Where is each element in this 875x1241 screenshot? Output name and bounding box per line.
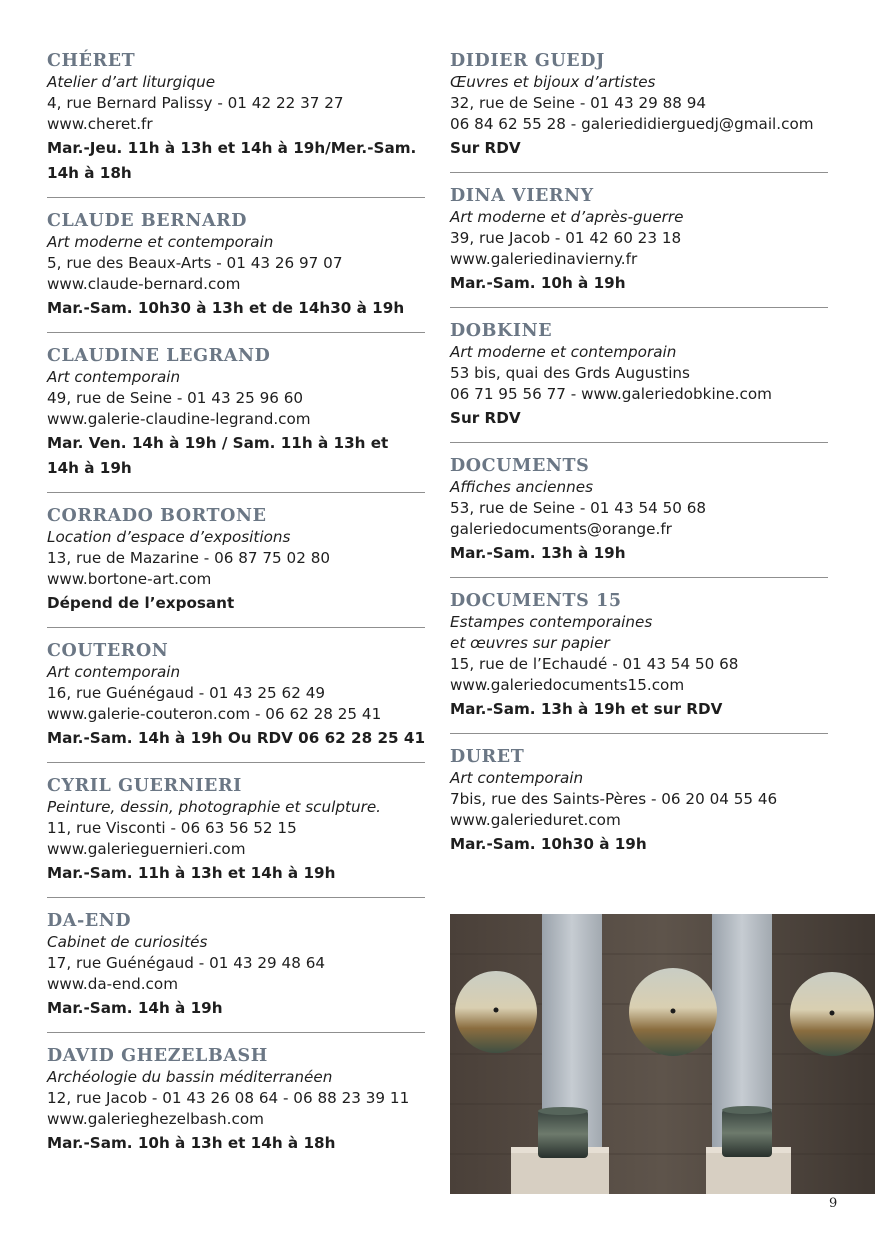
gallery-name: COUTERON xyxy=(47,641,169,661)
gallery-entry xyxy=(47,910,425,1033)
gallery-entry xyxy=(47,210,425,333)
gallery-specialty: Art moderne et d’après-guerre xyxy=(450,208,684,226)
gallery-address: 17, rue Guénégaud - 01 43 29 48 64 xyxy=(47,954,326,972)
gallery-hours: Mar.-Jeu. 11h à 13h et 14h à 19h/Mer.-Sam. 14h à 18h xyxy=(47,139,417,182)
gallery-hours: Sur RDV xyxy=(450,409,521,427)
gallery-name: DAVID GHEZELBASH xyxy=(47,1046,268,1066)
gallery-contact: galeriedocuments@orange.fr xyxy=(450,520,672,538)
gallery-specialty: Archéologie du bassin méditerranéen xyxy=(47,1068,333,1086)
gallery-name: CORRADO BORTONE xyxy=(47,506,267,526)
gallery-specialty: Art moderne et contemporain xyxy=(47,233,274,251)
gallery-entry xyxy=(47,775,425,898)
gallery-entry xyxy=(47,505,425,628)
gallery-hours: Dépend de l’exposant xyxy=(47,594,235,612)
gallery-specialty: Estampes contemporaines xyxy=(450,613,653,631)
gallery-name: DA-END xyxy=(47,911,132,931)
gallery-name: DURET xyxy=(450,747,525,767)
gallery-specialty: Peinture, dessin, photographie et sculpture. xyxy=(47,798,382,816)
gallery-name: CLAUDINE LEGRAND xyxy=(47,346,271,366)
gallery-name: DOCUMENTS 15 xyxy=(450,591,622,611)
gallery-contact: www.da-end.com xyxy=(47,975,178,993)
gallery-hours: Mar.-Sam. 10h à 19h xyxy=(450,274,626,292)
gallery-name: DOCUMENTS xyxy=(450,456,590,476)
gallery-contact: www.galerie-couteron.com - 06 62 28 25 41 xyxy=(47,705,382,723)
gallery-hours: Mar.-Sam. 13h à 19h xyxy=(450,544,626,562)
gallery-address: 4, rue Bernard Palissy - 01 42 22 37 27 xyxy=(47,94,344,112)
gallery-name: DOBKINE xyxy=(450,321,553,341)
gallery-specialty: Cabinet de curiosités xyxy=(47,933,208,951)
gallery-name: CYRIL GUERNIERI xyxy=(47,776,242,796)
gallery-hours: Mar.-Sam. 14h à 19h xyxy=(47,999,223,1017)
gallery-address: 53 bis, quai des Grds Augustins xyxy=(450,364,690,382)
gallery-contact: www.galerieguernieri.com xyxy=(47,840,246,858)
gallery-specialty: Art contemporain xyxy=(47,663,181,681)
gallery-contact: www.galerie-claudine-legrand.com xyxy=(47,410,311,428)
gallery-name: CLAUDE BERNARD xyxy=(47,211,248,231)
gallery-entry xyxy=(450,50,828,173)
gallery-name: DINA VIERNY xyxy=(450,186,594,206)
gallery-name: DIDIER GUEDJ xyxy=(450,51,605,71)
gallery-contact: www.bortone-art.com xyxy=(47,570,212,588)
gallery-entry xyxy=(450,320,828,443)
gallery-specialty: Œuvres et bijoux d’artistes xyxy=(450,73,656,91)
gallery-contact: www.galeriedocuments15.com xyxy=(450,676,685,694)
page-number: 9 xyxy=(829,1196,838,1211)
gallery-entry xyxy=(450,185,828,308)
gallery-hours: Mar.-Sam. 10h30 à 13h et de 14h30 à 19h xyxy=(47,299,405,317)
gallery-hours: Mar.-Sam. 10h30 à 19h xyxy=(450,835,647,853)
gallery-hours: Mar. Ven. 14h à 19h / Sam. 11h à 13h et 14h à 19h xyxy=(47,434,389,477)
gallery-address: 16, rue Guénégaud - 01 43 25 62 49 xyxy=(47,684,326,702)
gallery-hours: Mar.-Sam. 11h à 13h et 14h à 19h xyxy=(47,864,336,882)
gallery-contact: 06 84 62 55 28 - galeriedidierguedj@gmail.com xyxy=(450,115,814,133)
gallery-hours: Sur RDV xyxy=(450,139,521,157)
gallery-specialty: Art contemporain xyxy=(450,769,584,787)
gallery-address: 12, rue Jacob - 01 43 26 08 64 - 06 88 23 39 11 xyxy=(47,1089,410,1107)
gallery-photo xyxy=(450,914,875,1194)
gallery-address: 13, rue de Mazarine - 06 87 75 02 80 xyxy=(47,549,331,567)
gallery-list-right xyxy=(450,50,828,880)
gallery-contact: www.cheret.fr xyxy=(47,115,153,133)
gallery-entry xyxy=(47,1045,425,1167)
gallery-entry xyxy=(47,345,425,493)
gallery-contact: 06 71 95 56 77 - www.galeriedobkine.com xyxy=(450,385,772,403)
gallery-hours: Mar.-Sam. 14h à 19h Ou RDV 06 62 28 25 41 xyxy=(47,729,426,747)
gallery-specialty: Location d’espace d’expositions xyxy=(47,528,291,546)
gallery-hours: Mar.-Sam. 13h à 19h et sur RDV xyxy=(450,700,723,718)
gallery-list-left xyxy=(47,50,425,1179)
gallery-address: 39, rue Jacob - 01 42 60 23 18 xyxy=(450,229,682,247)
gallery-address: 53, rue de Seine - 01 43 54 50 68 xyxy=(450,499,707,517)
gallery-entry xyxy=(450,590,828,734)
gallery-entry xyxy=(450,746,828,868)
gallery-address: 5, rue des Beaux-Arts - 01 43 26 97 07 xyxy=(47,254,343,272)
gallery-contact: www.claude-bernard.com xyxy=(47,275,241,293)
gallery-entry xyxy=(450,455,828,578)
gallery-specialty: Art moderne et contemporain xyxy=(450,343,677,361)
gallery-contact: www.galeriedinavierny.fr xyxy=(450,250,638,268)
gallery-contact: www.galerieghezelbash.com xyxy=(47,1110,264,1128)
gallery-address: 11, rue Visconti - 06 63 56 52 15 xyxy=(47,819,297,837)
gallery-entry xyxy=(47,640,425,763)
gallery-specialty: et œuvres sur papier xyxy=(450,634,610,652)
gallery-name: CHÉRET xyxy=(47,51,136,71)
gallery-address: 15, rue de l’Echaudé - 01 43 54 50 68 xyxy=(450,655,739,673)
gallery-specialty: Atelier d’art liturgique xyxy=(47,73,216,91)
gallery-specialty: Art contemporain xyxy=(47,368,181,386)
gallery-address: 7bis, rue des Saints-Pères - 06 20 04 55 46 xyxy=(450,790,778,808)
gallery-address: 32, rue de Seine - 01 43 29 88 94 xyxy=(450,94,707,112)
gallery-contact: www.galerieduret.com xyxy=(450,811,621,829)
gallery-hours: Mar.-Sam. 10h à 13h et 14h à 18h xyxy=(47,1134,336,1152)
gallery-address: 49, rue de Seine - 01 43 25 96 60 xyxy=(47,389,304,407)
gallery-specialty: Affiches anciennes xyxy=(450,478,593,496)
gallery-entry xyxy=(47,50,425,198)
